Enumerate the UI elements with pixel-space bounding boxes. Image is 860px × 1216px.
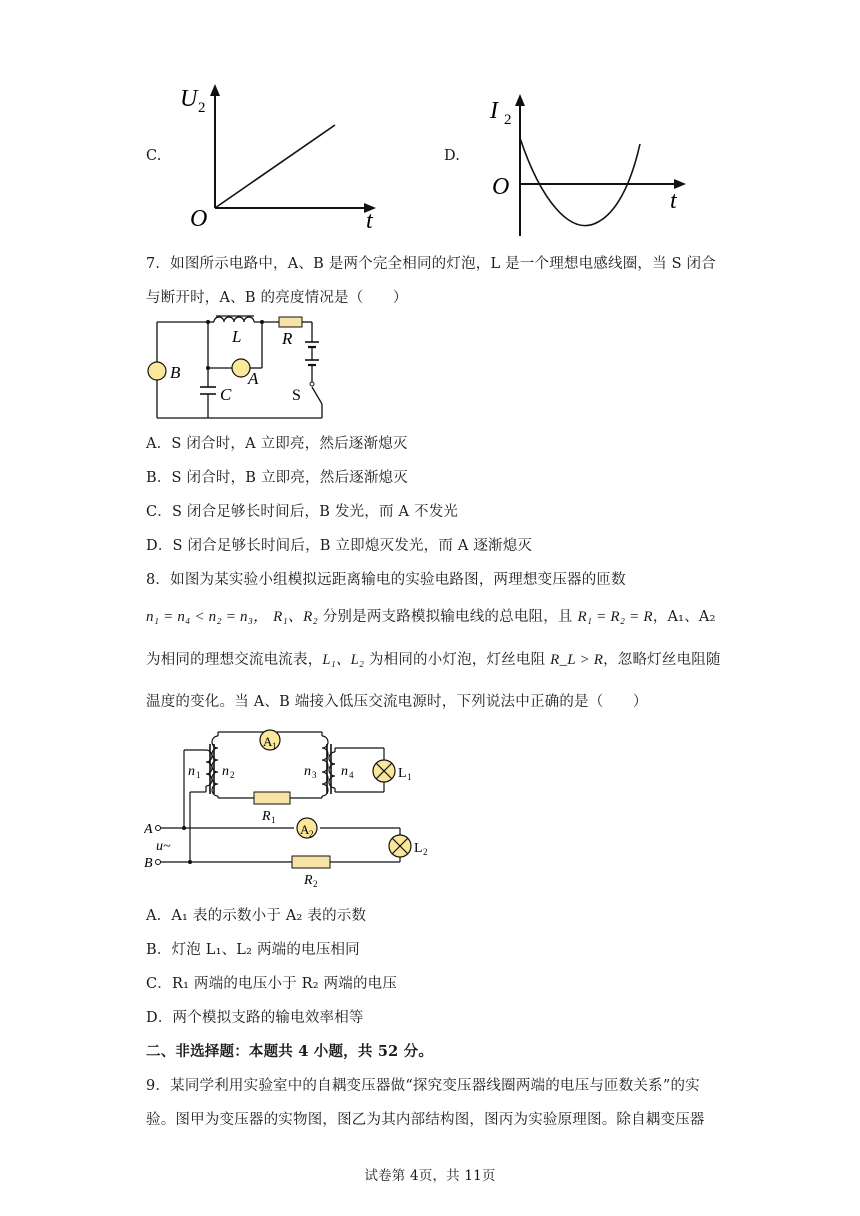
graph-d-x-label: t xyxy=(670,188,677,214)
q9-stem-line2: 验。图甲为变压器的实物图，图乙为其内部结构图，图丙为实验原理图。除自耦变压器 xyxy=(146,1112,705,1128)
section-2-heading: 二、非选择题：本题共 4 小题，共 52 分。 xyxy=(146,1043,434,1060)
q8-a1-label: A xyxy=(263,734,273,749)
q8-resistor-r1 xyxy=(254,792,290,804)
q8-line3-b: 为相同的小灯泡，灯丝电阻 xyxy=(364,652,551,668)
svg-text:4: 4 xyxy=(349,770,354,780)
q7-label-l: L xyxy=(232,327,242,346)
q8-terminal-b: B xyxy=(144,856,153,871)
svg-text:3: 3 xyxy=(312,770,317,780)
q8-option-d: D．两个模拟支路的输电效率相等 xyxy=(146,1010,364,1026)
q8-line2-mid: 分别是两支路模拟输电线的总电阻，且 xyxy=(317,609,578,625)
graph-d-curve xyxy=(520,138,640,226)
graph-d-origin: O xyxy=(492,174,510,200)
q7-bulb-b xyxy=(148,362,166,380)
q8-stem-line1: 8．如图为某实验小组模拟远距离输电的实验电路图，两理想变压器的匝数 xyxy=(146,572,626,588)
q8-terminal-a: A xyxy=(144,822,153,837)
q8-n3-label: n xyxy=(304,764,311,779)
svg-text:2: 2 xyxy=(230,770,235,780)
q8-n4-label: n xyxy=(341,764,348,779)
svg-text:1: 1 xyxy=(407,772,412,782)
q8-r1-label: R xyxy=(262,809,271,824)
q7-label-c: C xyxy=(220,385,232,404)
q8-option-c: C．R₁ 两端的电压小于 R₂ 两端的电压 xyxy=(146,976,398,992)
q8-resistance-equality: R₁ = R₂ = R xyxy=(577,609,653,625)
graph-d-y-label: I xyxy=(490,98,498,124)
q8-option-b: B．灯泡 L₁、L₂ 两端的电压相同 xyxy=(146,942,360,958)
page-footer: 试卷第 4页，共 11页 xyxy=(364,1168,496,1184)
q8-l1-label: L xyxy=(398,766,407,781)
q8-line3-a: 为相同的理想交流电流表， xyxy=(146,652,323,668)
q7-resistor-r xyxy=(279,317,302,327)
q8-line3-c: ，忽略灯丝电阻随 xyxy=(603,652,721,668)
svg-text:2: 2 xyxy=(313,879,318,889)
q8-stem-line3 xyxy=(146,650,721,670)
q7-option-b: B．S 闭合时，B 立即亮，然后逐渐熄灭 xyxy=(146,470,408,486)
q7-label-b: B xyxy=(170,363,181,382)
option-c-label: C. xyxy=(146,148,162,164)
q8-stem-line4: 温度的变化。当 A、B 端接入低压交流电源时，下列说法中正确的是（ ） xyxy=(146,694,648,710)
graph-d-y-sub: 2 xyxy=(504,112,512,128)
q7-stem-line2: 与断开时，A、B 的亮度情况是（ ） xyxy=(146,290,408,306)
q7-circuit-diagram xyxy=(144,312,334,424)
svg-text:2: 2 xyxy=(423,847,428,857)
graph-c-x-label: t xyxy=(366,208,373,230)
graph-c xyxy=(170,80,390,230)
q8-a2-label: A xyxy=(300,822,310,837)
q9-stem-line1: 9．某同学利用实验室中的自耦变压器做“探究变压器线圈两端的电压与匝数关系”的实 xyxy=(146,1078,700,1094)
q8-resistor-r2 xyxy=(292,856,330,868)
q8-stem-line2 xyxy=(146,607,716,627)
graph-c-y-sub: 2 xyxy=(198,100,206,116)
svg-text:1: 1 xyxy=(196,770,201,780)
q7-option-d: D．S 闭合足够长时间后，B 立即熄灭发光，而 A 逐渐熄灭 xyxy=(146,538,533,554)
q8-n1-label: n xyxy=(188,764,195,779)
graph-c-y-label: U xyxy=(180,86,198,112)
q8-source-label: u~ xyxy=(156,839,171,854)
graph-d xyxy=(480,88,700,243)
svg-text:1: 1 xyxy=(272,741,277,751)
q8-resistors: R₁、R₂ xyxy=(273,609,318,625)
svg-text:2: 2 xyxy=(309,829,314,839)
q8-turns-relation: n₁ = n₄ < n₂ = n₃， xyxy=(146,609,269,625)
q7-label-s: S xyxy=(292,387,301,404)
graph-c-origin: O xyxy=(190,206,208,230)
q8-line2-end: ，A₁、A₂ xyxy=(652,609,716,625)
option-d-label: D. xyxy=(444,148,461,164)
q8-r2-label: R xyxy=(304,873,313,888)
q7-label-r: R xyxy=(282,329,293,348)
q8-l2-label: L xyxy=(414,841,423,856)
q7-option-c: C．S 闭合足够长时间后，B 发光，而 A 不发光 xyxy=(146,504,459,520)
q8-option-a: A．A₁ 表的示数小于 A₂ 表的示数 xyxy=(146,908,367,924)
q7-label-a: A xyxy=(248,369,259,388)
graph-c-line xyxy=(215,125,335,208)
q8-rl-relation: R_L > R xyxy=(550,652,604,668)
svg-text:1: 1 xyxy=(271,815,276,825)
q8-n2-label: n xyxy=(222,764,229,779)
q8-lamps: L₁、L₂ xyxy=(322,652,365,668)
q7-stem-line1: 7．如图所示电路中，A、B 是两个完全相同的灯泡，L 是一个理想电感线圈，当 S 闭合 xyxy=(146,256,716,272)
q7-option-a: A．S 闭合时，A 立即亮，然后逐渐熄灭 xyxy=(146,436,408,452)
q8-circuit-diagram xyxy=(144,722,434,892)
